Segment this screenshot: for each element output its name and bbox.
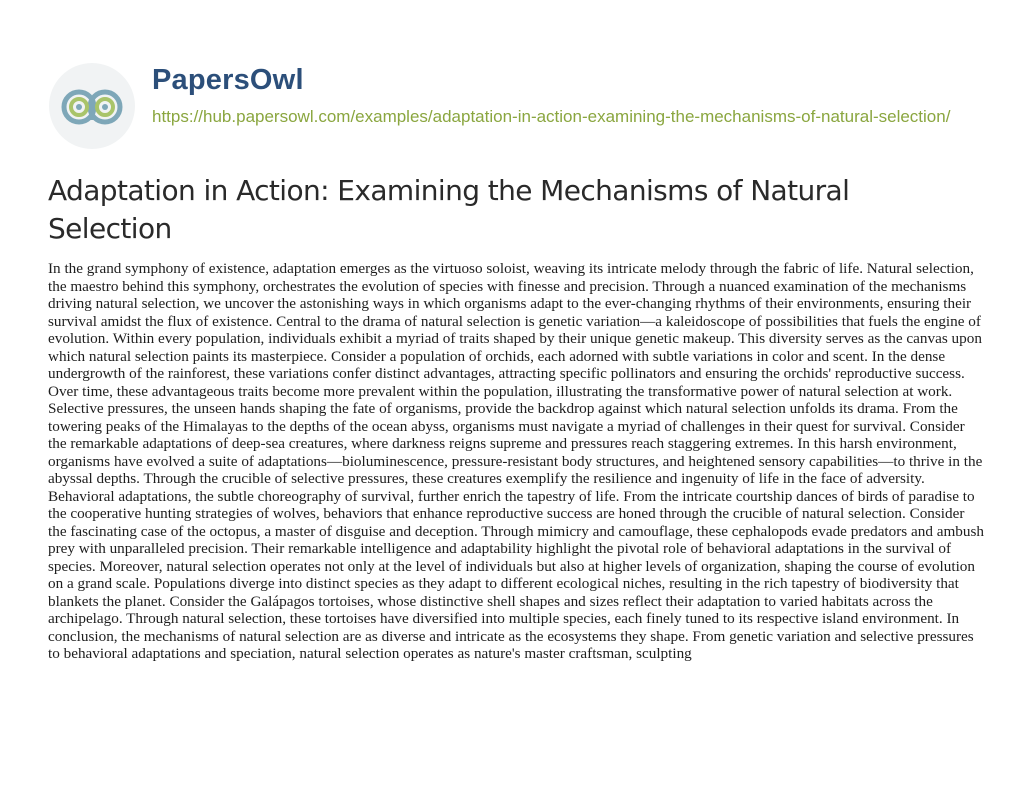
header bbox=[48, 62, 988, 152]
brand-name: PapersOwl bbox=[152, 64, 304, 96]
owl-eyes-icon bbox=[48, 62, 136, 150]
source-url-link[interactable]: https://hub.papersowl.com/examples/adaptation-in-action-examining-the-mechanisms-of-natural-selection/ bbox=[152, 107, 951, 126]
page-title: Adaptation in Action: Examining the Mechanisms of Natural Selection bbox=[48, 174, 850, 245]
article-body: In the grand symphony of existence, adaptation emerges as the virtuoso soloist, weaving its intricate melody through the fabric of life. Natural selection, the maestro behind this symphony, orchestrates the evolution of species with finesse and precision. Through a nuanced examination of the mechanisms driving natural selection, we uncover the astonishing ways in which organisms adapt to the ever-changing rhythms of their environments, ensuring their survival amidst the flux of existence. Central to the drama of natural selection is genetic variation—a kaleidoscope of possibilities that fuels the engine of evolution. Within every population, individuals exhibit a myriad of traits shaped by their unique genetic makeup. This diversity serves as the canvas upon which natural selection paints its masterpiece. Consider a population of orchids, each adorned with subtle variations in color and scent. In the dense undergrowth of the rainforest, these variations confer distinct advantages, attracting specific pollinators and ensuring the orchids' reproductive success. Over time, these advantageous traits become more prevalent within the population, illustrating the transformative power of natural selection at work. Selective pressures, the unseen hands shaping the fate of organisms, provide the backdrop against which natural selection unfolds its drama. From the towering peaks of the Himalayas to the depths of the ocean abyss, organisms must navigate a myriad of challenges in their quest for survival. Consider the remarkable adaptations of deep-sea creatures, where darkness reigns supreme and pressures reach staggering extremes. In this harsh environment, organisms have evolved a suite of adaptations—bioluminescence, pressure-resistant body structures, and heightened sensory capabilities—to thrive in the abyssal depths. Through the crucible of selective pressures, these creatures exemplify the resilience and ingenuity of life in the face of adversity. Behavioral adaptations, the subtle choreography of survival, further enrich the tapestry of life. From the intricate courtship dances of birds of paradise to the cooperative hunting strategies of wolves, behaviors that enhance reproductive success are honed through the crucible of natural selection. Consider the fascinating case of the octopus, a master of disguise and deception. Through mimicry and camouflage, these cephalopods evade predators and ambush prey with unparalleled precision. Their remarkable intelligence and adaptability highlight the pivotal role of behavioral adaptations in the survival of species. Moreover, natural selection operates not only at the level of individuals but also at higher levels of organization, shaping the course of evolution on a grand scale. Populations diverge into distinct species as they adapt to different ecological niches, resulting in the rich tapestry of biodiversity that blankets the planet. Consider the Galápagos tortoises, whose distinctive shell shapes and sizes reflect their adaptation to varied habitats across the archipelago. Through natural selection, these tortoises have diversified into multiple species, each finely tuned to its respective island environment. In conclusion, the mechanisms of natural selection are as diverse and intricate as the ecosystems they shape. From genetic variation and selective pressures to behavioral adaptations and speciation, natural selection operates as nature's master craftsman, sculpting bbox=[48, 260, 984, 662]
